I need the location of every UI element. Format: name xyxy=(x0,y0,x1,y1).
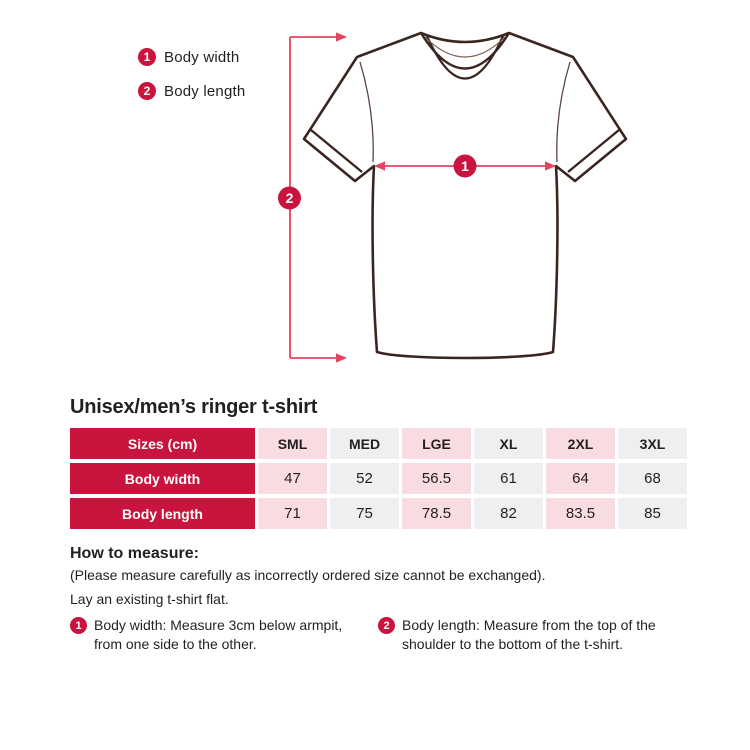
page-title: Unisex/men’s ringer t-shirt xyxy=(70,396,318,418)
table-cell: 68 xyxy=(618,463,687,494)
table-col-sml: SML xyxy=(258,428,327,459)
legend-badge-1: 1 xyxy=(138,48,156,66)
length-measure-badge xyxy=(278,187,301,210)
legend-item-body-length xyxy=(138,82,245,100)
svg-text:1: 1 xyxy=(461,158,469,174)
howto-text-body-length xyxy=(402,616,656,654)
table-cell: 82 xyxy=(474,498,543,529)
table-col-xl: XL xyxy=(474,428,543,459)
table-cell: 75 xyxy=(330,498,399,529)
howto-intro: Lay an existing t-shirt flat. xyxy=(70,591,229,607)
howto-badge-2: 2 xyxy=(378,617,395,634)
table-cell: 61 xyxy=(474,463,543,494)
howto-badge-1: 1 xyxy=(70,617,87,634)
legend-label-body-length: Body length xyxy=(164,82,246,100)
howto-line: shoulder to the bottom of the t-shirt. xyxy=(402,636,624,652)
table-cell: 85 xyxy=(618,498,687,529)
howto-line: Body width: Measure 3cm below armpit, xyxy=(94,617,343,633)
length-bottom-arrowhead xyxy=(336,353,347,362)
table-col-3xl: 3XL xyxy=(618,428,687,459)
howto-line: Body length: Measure from the top of the xyxy=(402,617,656,633)
table-cell: 71 xyxy=(258,498,327,529)
legend-badge-2: 2 xyxy=(138,82,156,100)
legend-label-body-width: Body width xyxy=(164,48,240,66)
table-cell: 56.5 xyxy=(402,463,471,494)
table-row-label-body-width: Body width xyxy=(70,463,255,494)
table-header-label: Sizes (cm) xyxy=(70,428,255,459)
howto-heading: How to measure: xyxy=(70,545,199,562)
table-cell: 52 xyxy=(330,463,399,494)
size-table xyxy=(70,428,687,529)
howto-line: from one side to the other. xyxy=(94,636,257,652)
svg-text:2: 2 xyxy=(285,190,294,206)
howto-item-body-width xyxy=(70,616,342,654)
width-measure-badge xyxy=(454,155,477,178)
howto-note: (Please measure carefully as incorrectly ordered size cannot be exchanged). xyxy=(70,567,546,583)
table-cell: 64 xyxy=(546,463,615,494)
table-cell: 47 xyxy=(258,463,327,494)
table-cell: 78.5 xyxy=(402,498,471,529)
length-top-arrowhead xyxy=(336,32,347,41)
howto-text-body-width xyxy=(94,616,342,654)
table-col-2xl: 2XL xyxy=(546,428,615,459)
tshirt-outline xyxy=(304,33,626,358)
howto-item-body-length xyxy=(378,616,656,654)
table-col-lge: LGE xyxy=(402,428,471,459)
table-col-med: MED xyxy=(330,428,399,459)
legend-item-body-width xyxy=(138,48,239,66)
table-cell: 83.5 xyxy=(546,498,615,529)
table-row-label-body-length: Body length xyxy=(70,498,255,529)
